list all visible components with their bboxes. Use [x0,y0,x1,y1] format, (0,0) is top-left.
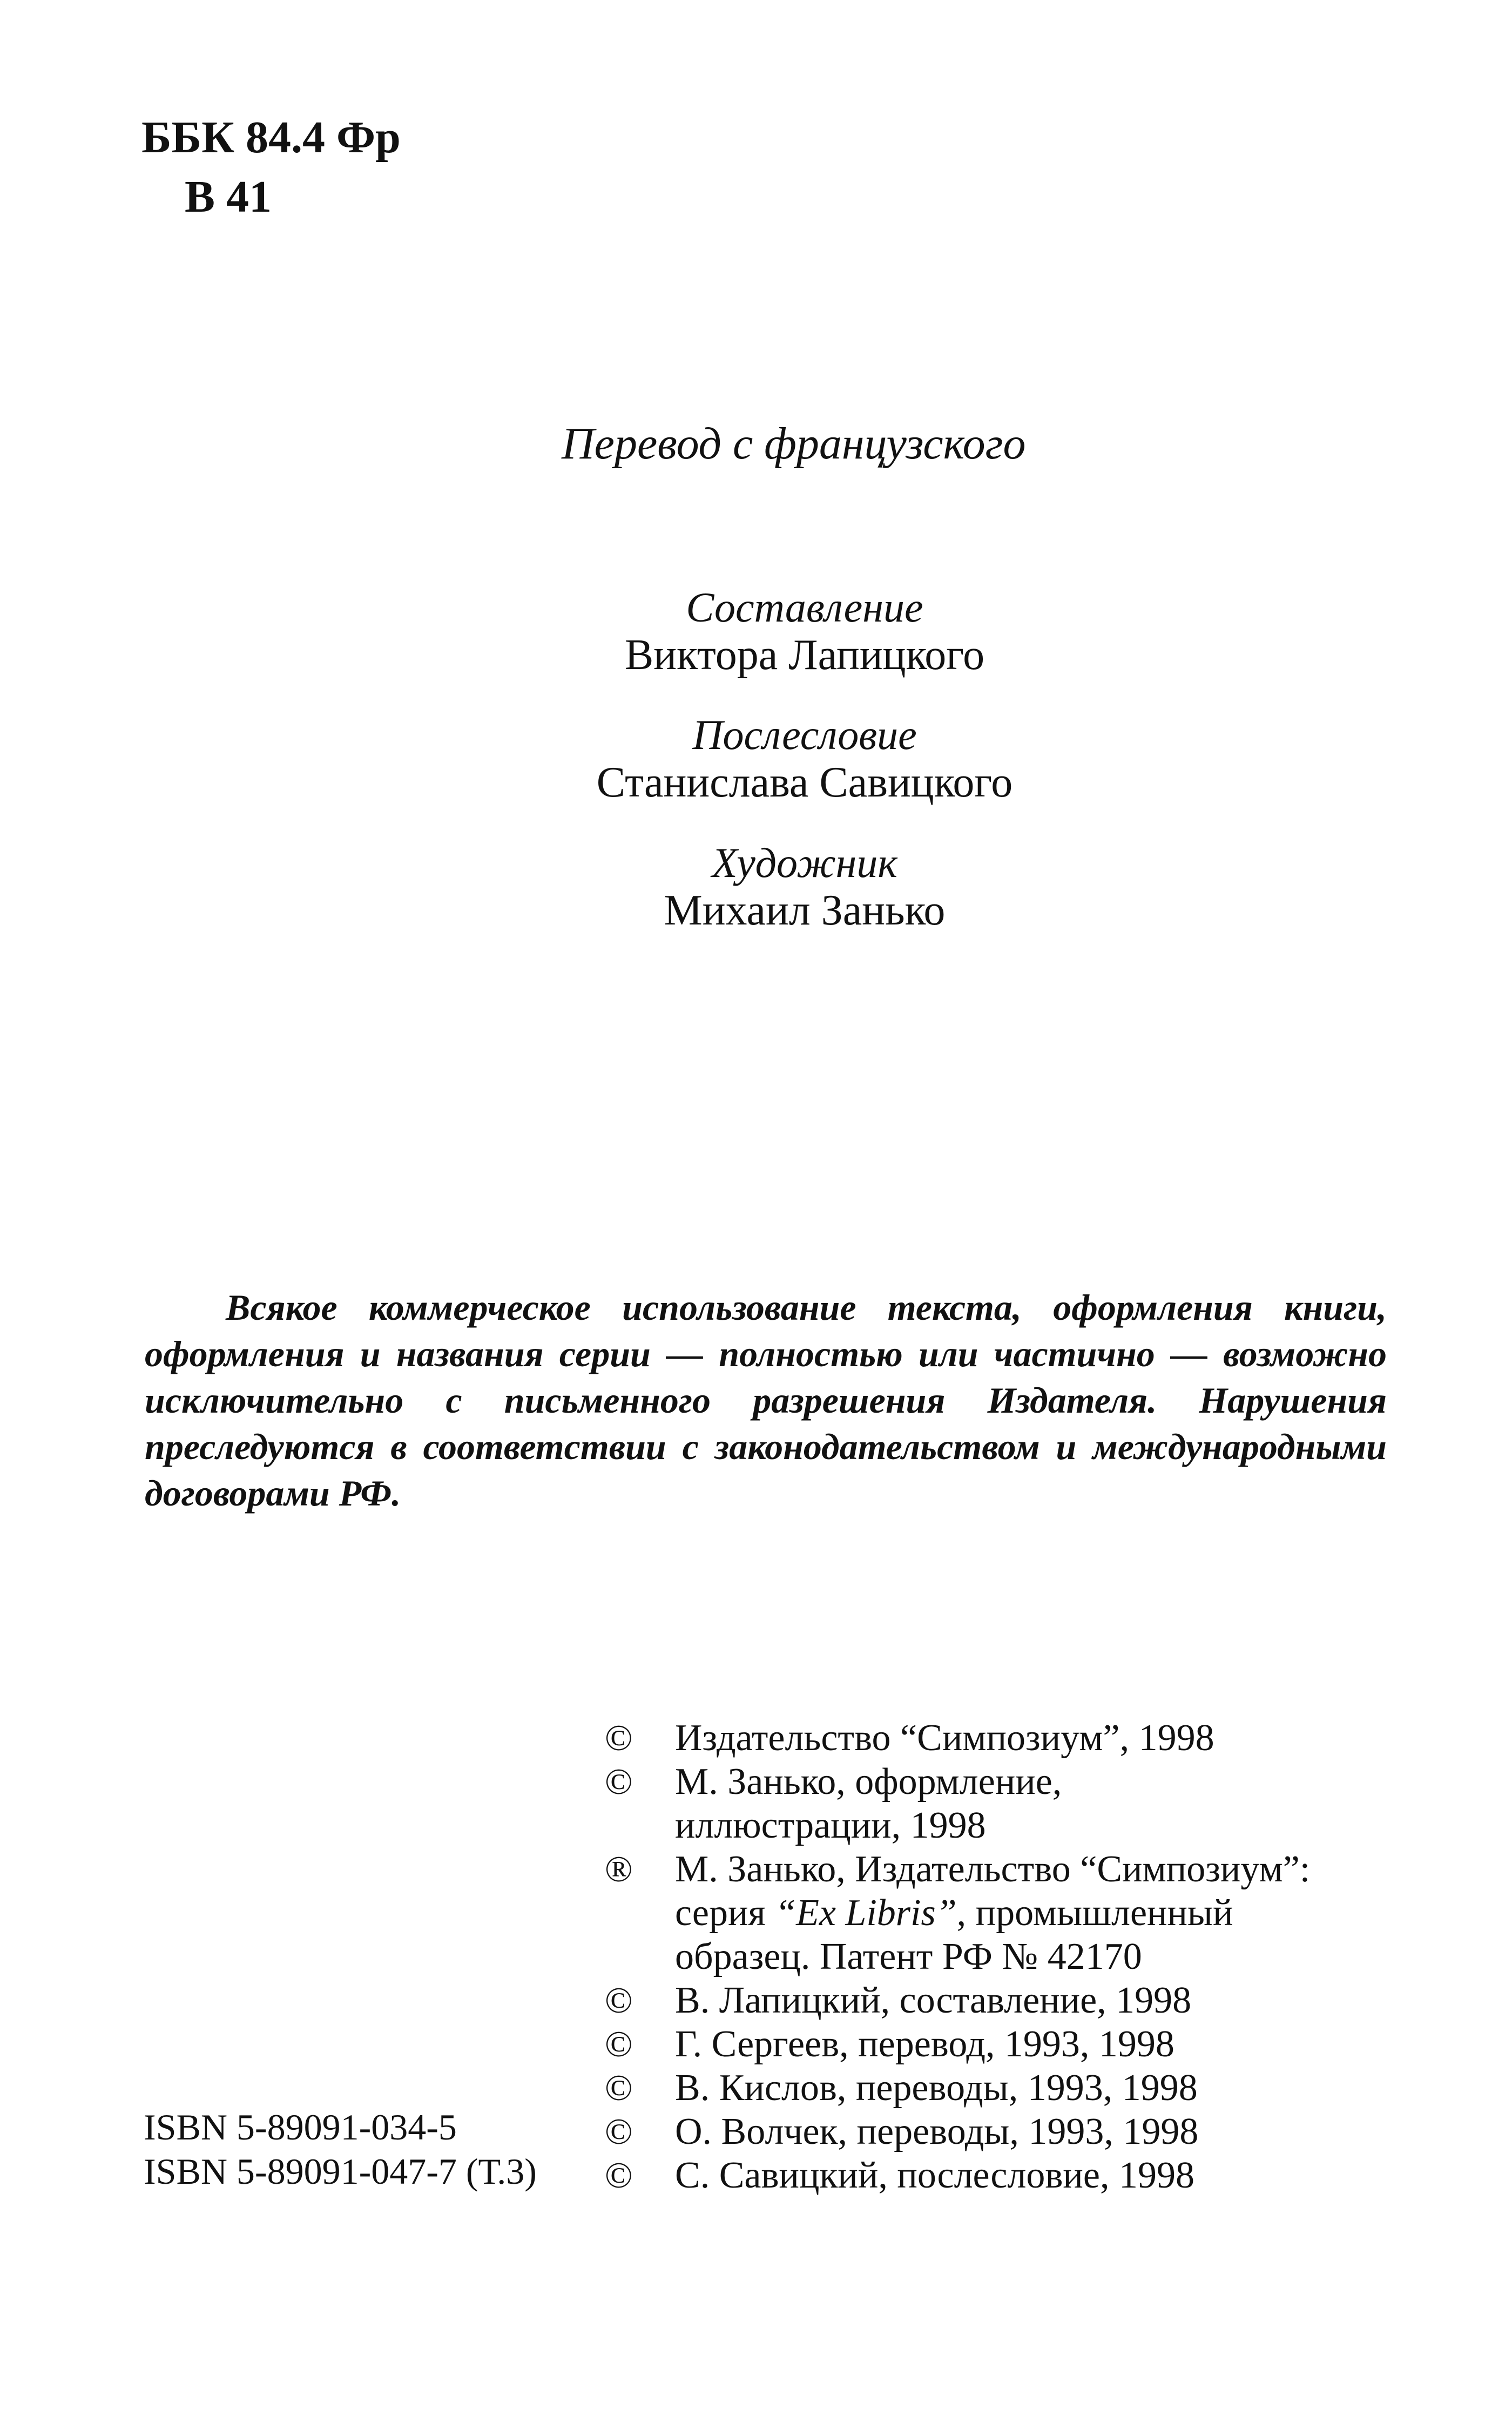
series-name: “Ex Libris” [775,1892,957,1934]
series-prefix: серия [675,1892,775,1934]
copyright-list [605,1716,1415,2197]
registered-symbol: ® [605,1848,633,1889]
copyright-symbol: © [605,1980,633,2021]
copyright-entry [605,2066,1415,2110]
copyright-text: В. Кислов, переводы, 1993, 1998 [675,2067,1198,2109]
copyright-entry [605,1716,1415,1760]
isbn-volume: ISBN 5-89091-047-7 (Т.3) [144,2151,537,2192]
isbn-series: ISBN 5-89091-034-5 [144,2107,457,2148]
copyright-symbol: © [605,2067,633,2108]
copyright-text: В. Лапицкий, составление, 1998 [675,1980,1192,2021]
copyright-symbol: © [605,2155,633,2196]
commercial-use-notice: Всякое коммерческое использование текста, оформления книги, оформления и названия серии — полностью или частично — возможно исключительно с письменного разрешения Издателя. Нарушения преследуются в соответствии с законодательством и международными договорами РФ. [145,1287,1387,1514]
copyright-entry [605,2154,1415,2197]
credit-role: Послесловие [692,711,917,758]
copyright-text: Г. Сергеев, перевод, 1993, 1998 [675,2023,1174,2065]
credit-role: Составление [686,584,923,631]
copyright-text: С. Савицкий, послесловие, 1998 [675,2155,1194,2196]
credit-name: Виктора Лапицкого [624,631,985,679]
copyright-symbol: © [605,1761,633,1802]
bbk-index: ББК 84.4 Фр [141,112,401,163]
isbn-block [144,2105,537,2193]
copyright-entry [605,2110,1415,2154]
copyright-text: Издательство “Симпозиум”, 1998 [675,1717,1214,1759]
credit-name: Михаил Занько [664,887,946,934]
credit-role: Художник [712,839,897,886]
copyright-entry [605,1760,1415,1847]
credit-artist [540,840,1069,935]
copyright-symbol: © [605,2111,633,2152]
credit-compiler [540,584,1069,679]
patent-line: образец. Патент РФ № 42170 [675,1936,1142,1977]
credit-name: Станислава Савицкого [596,759,1013,806]
bbk-classification [141,108,401,227]
copyright-entry [605,2022,1415,2066]
copyright-symbol: © [605,2023,633,2064]
copyright-text: О. Волчек, переводы, 1993, 1998 [675,2111,1199,2152]
registered-design-entry [605,1847,1415,1979]
copyright-entry [605,1979,1415,2022]
copyright-text: М. Занько, Издательство “Симпозиум”: [675,1848,1311,1890]
translation-note: Перевод с французского [562,418,1026,469]
credit-afterword [540,712,1069,807]
author-mark: В 41 [185,172,272,222]
copyright-text: иллюстрации, 1998 [675,1805,986,1846]
copyright-text: М. Занько, оформление, [675,1761,1062,1803]
series-line [675,1891,1415,1935]
series-suffix: , промышленный [956,1892,1233,1934]
copyright-symbol: © [605,1717,633,1758]
